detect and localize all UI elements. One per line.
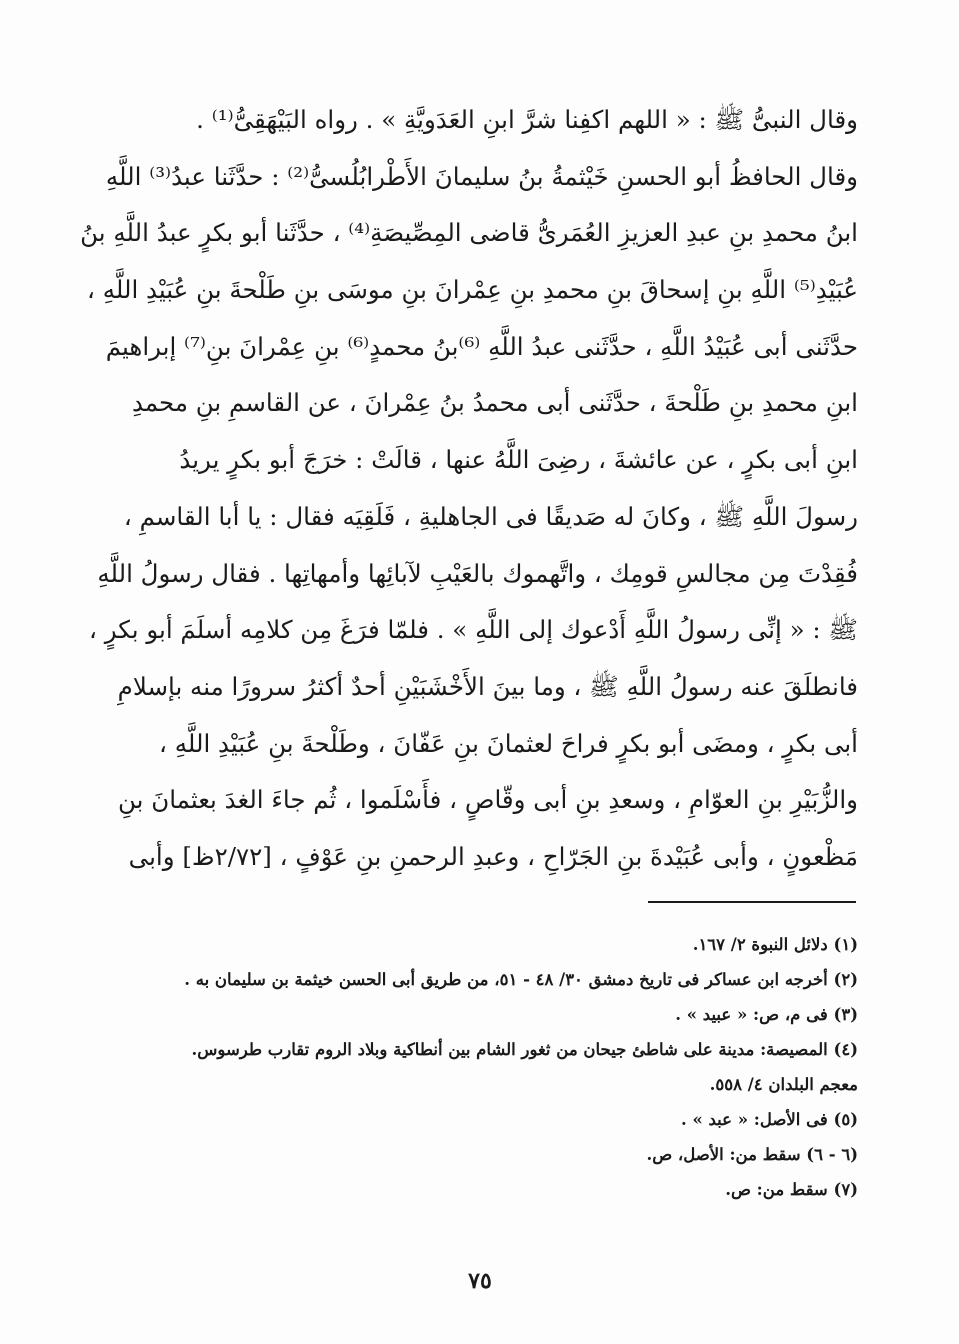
- text-line: ابنُ محمدِ بنِ عبدِ العزيزِ العُمَرىُّ قاضى المِصِّيصَةِ⁽⁴⁾ ، حدَّثَنا أبو بكرٍ عبدُ اللَّهِ بنُ: [80, 218, 858, 248]
- text-line: حدَّثَنى أبى عُبَيْدُ اللَّهِ ، حدَّثَنى عبدُ اللَّهِ ⁽⁶⁾بنُ محمدٍ⁽⁶⁾ بنِ عِمْرانَ بنِ⁽⁷⁾ إبراهيمَ: [105, 331, 858, 361]
- page-number: ٧٥: [468, 1268, 492, 1294]
- footnote: (٧) سقط من: ص.: [725, 1180, 858, 1199]
- text-line: فانطلَقَ عنه رسولُ اللَّهِ ﷺ ، وما بينَ الأَخْشَبَيْنِ أحدٌ أكثرُ سرورًا منه بإسلامِ: [117, 671, 858, 701]
- text-line: والزُّبَيْرِ بنِ العوّامِ ، وسعدِ بنِ أبى وقّاصٍ ، فأَسْلَموا ، ثُم جاءَ الغدَ بعثمانَ بنِ: [117, 785, 858, 815]
- text-line: ابنِ أبى بكرٍ ، عن عائشةَ ، رضِىَ اللَّهُ عنها ، قالَتْ : خرَجَ أبو بكرٍ يريدُ: [179, 445, 858, 475]
- footnote: (٣) فى م، ص: « عبيد » .: [675, 1005, 858, 1024]
- footnote: (٤) المصيصة: مدينة على شاطئ جيحان من ثغور الشام بين أنطاكية وبلاد الروم تقارب طرسوس.: [191, 1040, 858, 1059]
- footnote: معجم البلدان ٤/ ٥٥٨.: [709, 1075, 858, 1094]
- text-line: ﷺ : « إنِّى رسولُ اللَّهِ أَدْعوك إلى اللَّهِ » . فلمّا فرَغَ مِن كلامِه أسلَمَ أبو بكرٍ ،: [89, 615, 858, 645]
- footnote: (١) دلائل النبوة ٢/ ١٦٧.: [692, 935, 858, 954]
- text-line: مَظْعونٍ ، وأبى عُبَيْدةَ بنِ الجَرّاحِ ، وعبدِ الرحمنِ بنِ عَوْفٍ ، [٢/٧٢ظ] وأبى: [128, 841, 858, 871]
- text-line: رسولَ اللَّهِ ﷺ ، وكانَ له صَديقًا فى الجاهليةِ ، فَلَقِيَه فقال : يا أبا القاسمِ ،: [123, 501, 858, 531]
- footnote: (٢) أخرجه ابن عساكر فى تاريخ دمشق ٣٠/ ٤٨ - ٥١، من طريق أبى الحسن خيثمة بن سليمان به .: [184, 970, 858, 989]
- text-line: عُبَيْدِ⁽⁵⁾ اللَّهِ بنِ إسحاقَ بنِ محمدِ بنِ عِمْرانَ بنِ موسَى بنِ طَلْحةَ بنِ عُبَيْدِ اللَّهِ ،: [87, 275, 858, 305]
- footnote-divider: [648, 901, 856, 903]
- main-text-body: [80, 92, 858, 886]
- footnote: (٦ - ٦) سقط من: الأصل، ص.: [646, 1145, 858, 1164]
- text-line: فُقِدْتَ مِن مجالسِ قومِك ، واتَّهموك بالعَيْبِ لآبائِها وأمهاتِها . فقال رسولُ اللَّهِ: [97, 558, 858, 588]
- footnotes-section: [130, 927, 858, 1207]
- text-line: أبى بكرٍ ، ومضَى أبو بكرٍ فراحَ لعثمانَ بنِ عَفّانَ ، وطَلْحةَ بنِ عُبَيْدِ اللَّهِ ،: [159, 728, 858, 758]
- text-line: ابنِ محمدِ بنِ طَلْحةَ ، حدَّثَنى أبى محمدُ بنُ عِمْرانَ ، عن القاسمِ بنِ محمدِ: [132, 388, 858, 418]
- text-line: وقال الحافظُ أبو الحسنِ خَيْثمةُ بنُ سليمانَ الأَطْرابُلُسىُّ⁽²⁾ : حدَّثَنا عبدُ⁽³⁾ اللَّهِ: [105, 161, 858, 191]
- footnote: (٥) فى الأصل: « عبد » .: [680, 1110, 858, 1129]
- text-line: وقال النبىُّ ﷺ : « اللهم اكفِنا شرَّ ابنِ العَدَويَّةِ » . رواه البَيْهَقِىُّ⁽¹⁾ .: [196, 105, 858, 134]
